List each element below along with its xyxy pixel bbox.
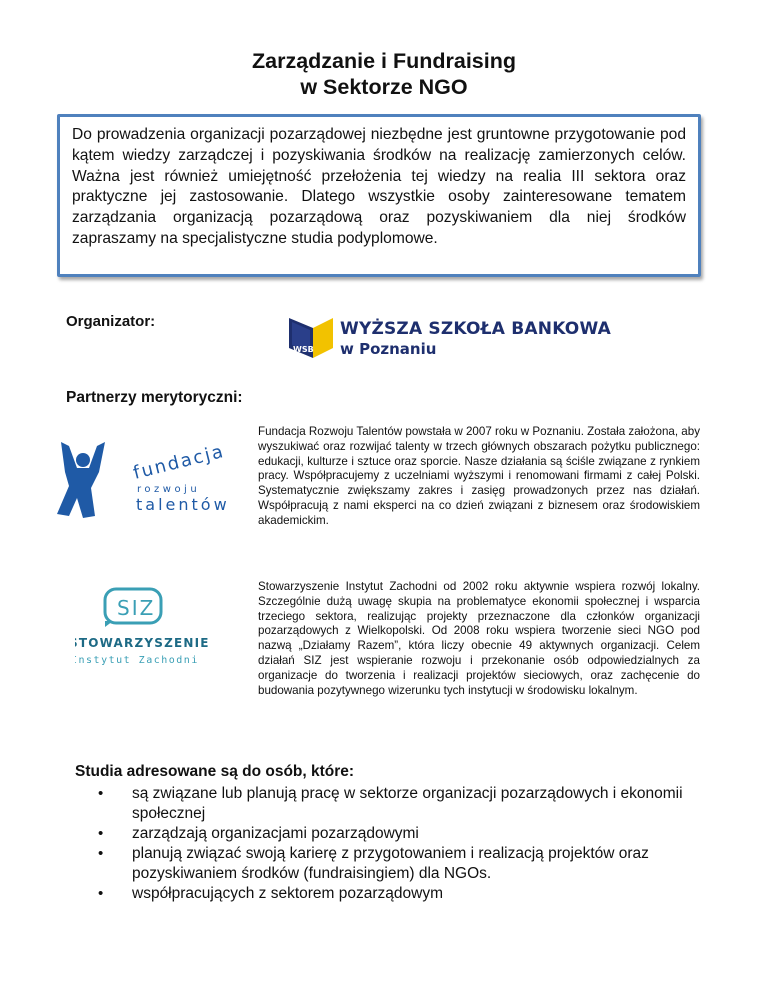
wsb-name-line-2: w Poznaniu — [340, 340, 437, 358]
partners-label: Partnerzy merytoryczni: — [66, 389, 243, 406]
title-line-2: w Sektorze NGO — [300, 75, 468, 99]
list-item: • współpracujących z sektorem pozarządowym — [0, 884, 768, 904]
wsb-emblem-icon — [287, 316, 337, 360]
fundacja-word: fundacja — [131, 442, 227, 484]
wsb-name-line-1: WYŻSZA SZKOŁA BANKOWA — [340, 319, 612, 339]
siz-logo — [75, 581, 215, 676]
wsb-logo — [287, 316, 617, 360]
wsb-mark-text: WSB — [293, 345, 314, 354]
rozwoju-word: rozwoju — [137, 484, 201, 495]
fundacja-logo — [55, 442, 245, 522]
fundacja-person-icon — [55, 442, 245, 522]
siz-line-1: STOWARZYSZENIE — [75, 636, 210, 650]
intro-box — [57, 114, 701, 277]
talentow-word: talentów — [136, 495, 230, 514]
list-item: • są związane lub planują pracę w sektorze organizacji pozarządowych i ekonomii społecznej — [0, 784, 768, 824]
audience-heading: Studia adresowane są do osób, które: — [75, 763, 355, 780]
list-item: • zarządzają organizacjami pozarządowymi — [0, 824, 768, 844]
title-line-1: Zarządzanie i Fundraising — [251, 49, 516, 73]
siz-mark-text: SIZ — [117, 596, 156, 620]
siz-emblem-icon — [75, 581, 215, 676]
siz-description: Stowarzyszenie Instytut Zachodni od 2002 roku aktywnie wspiera rozwój lokalny. Szczególnie dużą uwagę skupia na problematyce ekonomii społecznej i wsparcia trzeciego sektora, realizując projekty przeznaczone dla członków organizacji pozarządowych z Wielkopolski. Od 2008 roku wspiera tworzenie sieci NGO pod nazwą „Działamy Razem”, która liczy obecnie 49 aktywnych organizacji. Celem działań SIZ jest wspieranie rozwoju i przekonanie osób odpowiedzialnych za organizacje do tworzenia i realizacji projektów sieciowych, oraz zachęcenie do budowania pozytywnego wizerunku tych instytucji w środowisku lokalnym. — [258, 580, 700, 697]
organizer-label: Organizator: — [66, 313, 156, 330]
fundacja-description-block — [258, 425, 700, 529]
audience-list — [0, 784, 768, 904]
siz-line-2: Instytut Zachodni — [75, 655, 199, 666]
intro-text: Do prowadzenia organizacji pozarządowej niezbędne jest gruntowne przygotowanie pod kątem wiedzy zarządczej i pozyskiwania środków na realizację zamierzonych celów. Ważna jest również umiejętność przełożenia tej wiedzy na realia III sektora oraz praktyczne jej zastosowanie. Dlatego wszystkie osoby zainteresowane tematem zarządzania organizacją pozarządową oraz pozyskiwaniem dla niej środków zapraszamy na specjalistyczne studia podyplomowe. — [72, 126, 686, 247]
siz-description-block — [258, 580, 700, 698]
document-title — [0, 48, 768, 100]
list-item: • planują związać swoją karierę z przygotowaniem i realizacją projektów oraz pozyskiwaniem środków (fundraisingiem) dla NGOs. — [0, 844, 768, 884]
fundacja-description: Fundacja Rozwoju Talentów powstała w 2007 roku w Poznaniu. Została założona, aby wyszukiwać oraz rozwijać talenty w trzech głównych obszarach pożytku publicznego: edukacji, kulturze i sztuce oraz sporcie. Nasze działania są ściśle związane z rynkiem pracy. Współpracujemy z uczelniami wyższymi i renomowani firmami z całej Polski. Systematycznie zwiększamy zakres i zasięg prowadzonych przez nas działań. Współpracują z nami eksperci na co dzień związani z biznesem oraz środowiskiem akademickim. — [258, 425, 700, 527]
